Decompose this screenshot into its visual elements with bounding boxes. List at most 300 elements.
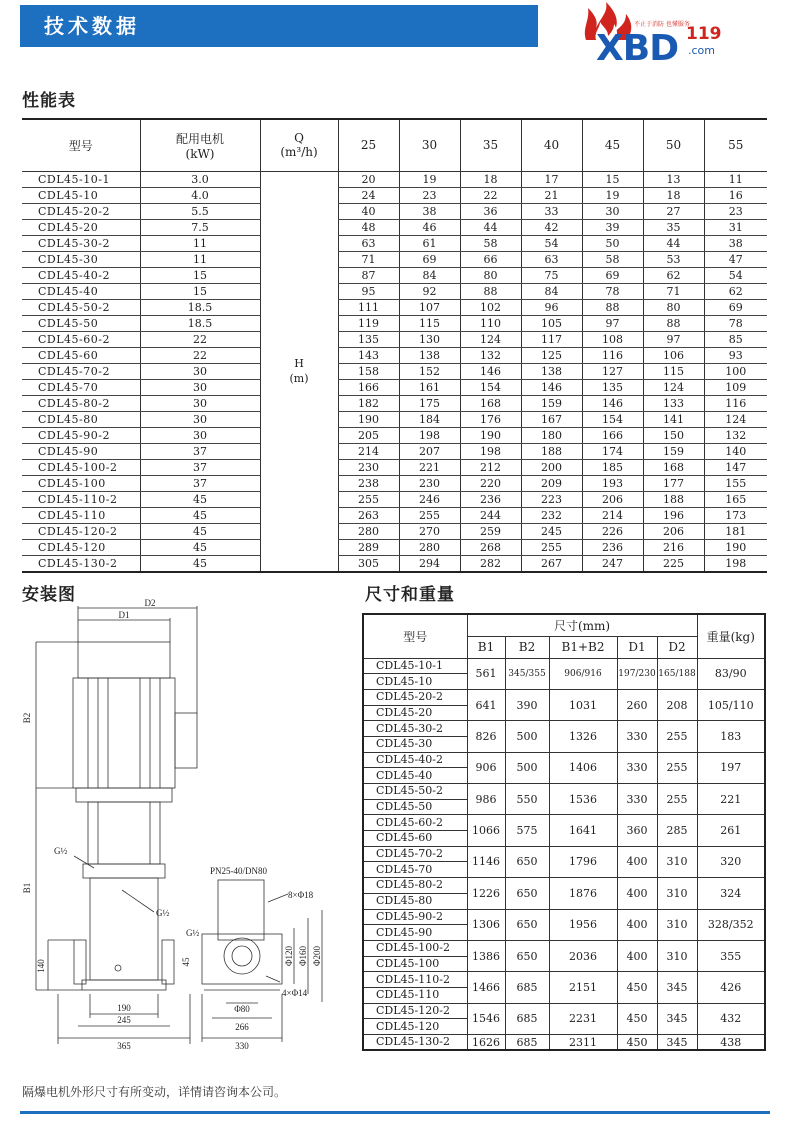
motor-cell: 37 [140, 459, 260, 475]
head-value-cell: 124 [704, 411, 767, 427]
table-row [22, 427, 767, 443]
head-value-cell: 238 [338, 475, 399, 491]
label-45: 45 [181, 957, 191, 967]
dim-b2-cell: 685 [505, 1035, 549, 1051]
head-value-cell: 176 [460, 411, 521, 427]
label-flange: PN25-40/DN80 [210, 866, 268, 876]
motor-cell: 18.5 [140, 299, 260, 315]
model-cell: CDL45-60 [363, 831, 467, 847]
head-value-cell: 305 [338, 555, 399, 572]
table-row [363, 878, 765, 894]
model-cell: CDL45-80 [363, 893, 467, 909]
weight-cell: 328/352 [697, 909, 765, 940]
head-value-cell: 188 [521, 443, 582, 459]
head-value-cell: 18 [460, 171, 521, 187]
head-value-cell: 200 [521, 459, 582, 475]
motor-cell: 15 [140, 267, 260, 283]
head-value-cell: 221 [399, 459, 460, 475]
head-value-cell: 146 [460, 363, 521, 379]
dim-d2-cell: 310 [657, 878, 697, 909]
head-value-cell: 180 [521, 427, 582, 443]
motor-cell: 30 [140, 379, 260, 395]
dim-b2-cell: 390 [505, 689, 549, 720]
model-cell: CDL45-60-2 [363, 815, 467, 831]
table-row [363, 752, 765, 768]
motor-cell: 4.0 [140, 187, 260, 203]
head-value-cell: 39 [582, 219, 643, 235]
head-value-cell: 185 [582, 459, 643, 475]
dim-b2-cell: 575 [505, 815, 549, 846]
dim-d2-cell: 345 [657, 1003, 697, 1034]
col-flow: 30 [399, 119, 460, 171]
model-cell: CDL45-40-2 [22, 267, 140, 283]
head-value-cell: 30 [582, 203, 643, 219]
head-value-cell: 198 [399, 427, 460, 443]
head-value-cell: 40 [338, 203, 399, 219]
dim-b2-cell: 650 [505, 878, 549, 909]
label-phi120: Φ120 [284, 945, 294, 967]
weight-cell: 105/110 [697, 689, 765, 720]
dim-d2-cell: 345 [657, 1035, 697, 1051]
table-row [363, 972, 765, 988]
head-value-cell: 138 [521, 363, 582, 379]
dim-d1-cell: 400 [617, 878, 657, 909]
dim-d2-cell: 345 [657, 972, 697, 1003]
head-value-cell: 177 [643, 475, 704, 491]
head-value-cell: 259 [460, 523, 521, 539]
dim-sum-cell: 2231 [549, 1003, 617, 1034]
dim-b1-cell: 561 [467, 658, 505, 689]
table-row [363, 784, 765, 800]
dim-d1-cell: 360 [617, 815, 657, 846]
performance-header-row [22, 119, 767, 171]
dim-b2-cell: 345/355 [505, 658, 549, 689]
head-value-cell: 198 [704, 555, 767, 572]
dim-b2-cell: 550 [505, 784, 549, 815]
head-value-cell: 80 [460, 267, 521, 283]
dim-sum-cell: 1536 [549, 784, 617, 815]
motor-cell: 11 [140, 235, 260, 251]
head-value-cell: 188 [643, 491, 704, 507]
head-value-cell: 124 [460, 331, 521, 347]
model-cell: CDL45-60-2 [22, 331, 140, 347]
head-value-cell: 84 [399, 267, 460, 283]
model-cell: CDL45-110 [22, 507, 140, 523]
head-value-cell: 75 [521, 267, 582, 283]
head-value-cell: 17 [521, 171, 582, 187]
head-value-cell: 230 [399, 475, 460, 491]
weight-cell: 197 [697, 752, 765, 783]
col-flow: 35 [460, 119, 521, 171]
dim-col-sum: B1+B2 [549, 636, 617, 658]
head-value-cell: 69 [704, 299, 767, 315]
table-row [22, 315, 767, 331]
table-row [22, 507, 767, 523]
table-row [22, 363, 767, 379]
motor-cell: 45 [140, 555, 260, 572]
head-value-cell: 133 [643, 395, 704, 411]
head-value-cell: 69 [399, 251, 460, 267]
head-value-cell: 140 [704, 443, 767, 459]
head-value-cell: 116 [704, 395, 767, 411]
col-flow: 25 [338, 119, 399, 171]
table-row [363, 689, 765, 705]
motor-cell: 30 [140, 363, 260, 379]
head-value-cell: 165 [704, 491, 767, 507]
head-value-cell: 78 [704, 315, 767, 331]
dim-sum-cell: 2311 [549, 1035, 617, 1051]
dim-sum-cell: 1326 [549, 721, 617, 752]
model-cell: CDL45-10-1 [22, 171, 140, 187]
dim-b1-cell: 1226 [467, 878, 505, 909]
head-value-cell: 282 [460, 555, 521, 572]
head-value-cell: 87 [338, 267, 399, 283]
head-value-cell: 209 [521, 475, 582, 491]
head-value-cell: 44 [643, 235, 704, 251]
table-row [363, 815, 765, 831]
table-row [22, 171, 767, 187]
table-row [363, 846, 765, 862]
head-value-cell: 168 [643, 459, 704, 475]
head-value-cell: 31 [704, 219, 767, 235]
head-value-cell: 84 [521, 283, 582, 299]
label-g-right: G½ [186, 928, 200, 938]
dim-sum-cell: 1031 [549, 689, 617, 720]
pump-column [90, 878, 158, 980]
label-d2: D2 [144, 598, 156, 608]
dim-sum-cell: 1956 [549, 909, 617, 940]
table-row [363, 1035, 765, 1051]
head-value-cell: 205 [338, 427, 399, 443]
table-row [22, 203, 767, 219]
model-cell: CDL45-50 [22, 315, 140, 331]
head-value-cell: 190 [338, 411, 399, 427]
dim-b2-cell: 685 [505, 972, 549, 1003]
head-value-cell: 115 [643, 363, 704, 379]
head-value-cell: 158 [338, 363, 399, 379]
label-190: 190 [117, 1003, 131, 1013]
dim-d2-cell: 310 [657, 940, 697, 971]
model-cell: CDL45-110 [363, 987, 467, 1003]
head-value-cell: 54 [704, 267, 767, 283]
model-cell: CDL45-120 [363, 1019, 467, 1035]
head-value-cell: 159 [643, 443, 704, 459]
dimension-table [362, 613, 766, 1051]
dim-sum-cell: 1406 [549, 752, 617, 783]
model-cell: CDL45-10 [363, 674, 467, 690]
head-value-cell: 97 [582, 315, 643, 331]
model-cell: CDL45-90 [363, 925, 467, 941]
dim-b2-cell: 500 [505, 752, 549, 783]
head-value-cell: 88 [460, 283, 521, 299]
dim-b2-cell: 650 [505, 909, 549, 940]
label-g-top: G½ [54, 846, 68, 856]
head-value-cell: 138 [399, 347, 460, 363]
side-flange [224, 938, 260, 974]
dim-col-model: 型号 [363, 614, 467, 658]
side-base [202, 934, 282, 984]
table-row [22, 219, 767, 235]
model-cell: CDL45-80-2 [22, 395, 140, 411]
label-d1: D1 [118, 610, 130, 620]
label-b2: B2 [22, 712, 32, 724]
head-value-cell: 190 [460, 427, 521, 443]
head-value-cell: 206 [643, 523, 704, 539]
model-cell: CDL45-100 [22, 475, 140, 491]
table-row [22, 555, 767, 572]
head-value-cell: 23 [399, 187, 460, 203]
model-cell: CDL45-110-2 [363, 972, 467, 988]
head-value-cell: 267 [521, 555, 582, 572]
head-value-cell: 109 [704, 379, 767, 395]
table-row [22, 267, 767, 283]
head-value-cell: 155 [704, 475, 767, 491]
model-cell: CDL45-50-2 [22, 299, 140, 315]
dim-sum-cell: 2151 [549, 972, 617, 1003]
coupling-frame [88, 802, 160, 864]
head-value-cell: 146 [521, 379, 582, 395]
table-row [22, 251, 767, 267]
head-value-cell: 20 [338, 171, 399, 187]
model-cell: CDL45-30 [363, 736, 467, 752]
head-value-cell: 207 [399, 443, 460, 459]
performance-title: 性能表 [22, 91, 76, 111]
head-value-cell: 47 [704, 251, 767, 267]
model-cell: CDL45-120 [22, 539, 140, 555]
weight-cell: 438 [697, 1035, 765, 1051]
model-cell: CDL45-130-2 [363, 1035, 467, 1051]
model-cell: CDL45-110-2 [22, 491, 140, 507]
side-pump-column [218, 880, 264, 940]
head-value-cell: 154 [460, 379, 521, 395]
head-value-cell: 206 [582, 491, 643, 507]
head-value-cell: 245 [521, 523, 582, 539]
table-row [363, 909, 765, 925]
head-value-cell: 255 [338, 491, 399, 507]
dim-col-d2: D2 [657, 636, 697, 658]
head-value-cell: 132 [460, 347, 521, 363]
head-value-cell: 216 [643, 539, 704, 555]
dim-d1-cell: 400 [617, 846, 657, 877]
head-value-cell: 184 [399, 411, 460, 427]
dim-d1-cell: 260 [617, 689, 657, 720]
table-row [22, 379, 767, 395]
head-value-cell: 124 [643, 379, 704, 395]
head-value-cell: 97 [643, 331, 704, 347]
col-q: Q (m³/h) [260, 119, 338, 171]
model-cell: CDL45-20 [22, 219, 140, 235]
head-value-cell: 166 [582, 427, 643, 443]
head-value-cell: 196 [643, 507, 704, 523]
head-value-cell: 50 [582, 235, 643, 251]
head-value-cell: 15 [582, 171, 643, 187]
head-value-cell: 48 [338, 219, 399, 235]
head-value-cell: 232 [521, 507, 582, 523]
dim-d2-cell: 310 [657, 909, 697, 940]
dim-d2-cell: 208 [657, 689, 697, 720]
weight-cell: 183 [697, 721, 765, 752]
head-value-cell: 166 [338, 379, 399, 395]
weight-cell: 261 [697, 815, 765, 846]
head-value-cell: 214 [338, 443, 399, 459]
model-cell: CDL45-20-2 [22, 203, 140, 219]
dim-d2-cell: 255 [657, 752, 697, 783]
head-value-cell: 69 [582, 267, 643, 283]
performance-body [22, 171, 767, 572]
col-flow: 55 [704, 119, 767, 171]
head-value-cell: 132 [704, 427, 767, 443]
head-value-cell: 236 [460, 491, 521, 507]
head-value-cell: 38 [704, 235, 767, 251]
head-value-cell: 226 [582, 523, 643, 539]
label-bolts4: 4×Φ14 [282, 988, 308, 998]
label-phi200: Φ200 [312, 945, 322, 967]
head-value-cell: 93 [704, 347, 767, 363]
head-value-cell: 289 [338, 539, 399, 555]
dimension-body [363, 658, 765, 1050]
label-b1: B1 [22, 882, 32, 894]
head-value-cell: 71 [643, 283, 704, 299]
head-value-cell: 214 [582, 507, 643, 523]
head-value-cell: 107 [399, 299, 460, 315]
head-value-cell: 54 [521, 235, 582, 251]
model-cell: CDL45-70-2 [363, 846, 467, 862]
head-value-cell: 181 [704, 523, 767, 539]
table-row [22, 331, 767, 347]
model-cell: CDL45-40 [22, 283, 140, 299]
head-value-cell: 62 [643, 267, 704, 283]
dim-d1-cell: 450 [617, 1003, 657, 1034]
table-row [22, 459, 767, 475]
head-value-cell: 190 [704, 539, 767, 555]
head-value-cell: 108 [582, 331, 643, 347]
weight-cell: 221 [697, 784, 765, 815]
head-value-cell: 280 [399, 539, 460, 555]
label-365: 365 [117, 1041, 131, 1051]
head-value-cell: 159 [521, 395, 582, 411]
model-cell: CDL45-80-2 [363, 878, 467, 894]
dim-b2-cell: 650 [505, 940, 549, 971]
dim-d2-cell: 255 [657, 721, 697, 752]
performance-table [22, 118, 767, 573]
head-value-cell: 78 [582, 283, 643, 299]
table-row [22, 523, 767, 539]
dim-b1-cell: 906 [467, 752, 505, 783]
head-value-cell: 58 [582, 251, 643, 267]
head-value-cell: 16 [704, 187, 767, 203]
dim-sum-cell: 1876 [549, 878, 617, 909]
table-row [22, 395, 767, 411]
model-cell: CDL45-90-2 [363, 909, 467, 925]
head-value-cell: 255 [399, 507, 460, 523]
table-row [22, 283, 767, 299]
col-model: 型号 [68, 138, 93, 153]
head-value-cell: 62 [704, 283, 767, 299]
head-value-cell: 247 [582, 555, 643, 572]
head-value-cell: 61 [399, 235, 460, 251]
dim-col-d1: D1 [617, 636, 657, 658]
head-value-cell: 147 [704, 459, 767, 475]
head-value-cell: 106 [643, 347, 704, 363]
dim-sum-cell: 906/916 [549, 658, 617, 689]
logo-domain: .com [688, 44, 715, 57]
table-row [363, 1003, 765, 1019]
model-cell: CDL45-100 [363, 956, 467, 972]
table-row [363, 658, 765, 674]
head-value-cell: 19 [582, 187, 643, 203]
head-value-cell: 117 [521, 331, 582, 347]
motor-cell: 45 [140, 539, 260, 555]
model-cell: CDL45-80 [22, 411, 140, 427]
head-value-cell: 85 [704, 331, 767, 347]
head-value-cell: 236 [582, 539, 643, 555]
head-value-cell: 135 [582, 379, 643, 395]
page-title: 技术数据 [44, 14, 140, 38]
head-value-cell: 88 [643, 315, 704, 331]
dim-b1-cell: 986 [467, 784, 505, 815]
head-value-cell: 80 [643, 299, 704, 315]
logo-brand: XBD [596, 28, 679, 69]
head-value-cell: 42 [521, 219, 582, 235]
head-value-cell: 66 [460, 251, 521, 267]
motor-cell: 37 [140, 475, 260, 491]
model-cell: CDL45-50 [363, 799, 467, 815]
logo-slogan: 不止于消防 也懂服务 [634, 21, 690, 28]
head-value-cell: 270 [399, 523, 460, 539]
head-value-cell: 130 [399, 331, 460, 347]
head-value-cell: 102 [460, 299, 521, 315]
head-value-cell: 141 [643, 411, 704, 427]
motor-cell: 7.5 [140, 219, 260, 235]
motor-cell: 30 [140, 395, 260, 411]
head-value-cell: 294 [399, 555, 460, 572]
dim-d1-cell: 450 [617, 1035, 657, 1051]
model-cell: CDL45-30 [22, 251, 140, 267]
motor-cell: 15 [140, 283, 260, 299]
label-140: 140 [36, 959, 46, 973]
head-value-cell: 173 [704, 507, 767, 523]
head-value-cell: 143 [338, 347, 399, 363]
installation-drawing [18, 598, 348, 1068]
head-value-cell: 111 [338, 299, 399, 315]
model-cell: CDL45-90-2 [22, 427, 140, 443]
head-value-cell: 280 [338, 523, 399, 539]
model-cell: CDL45-90 [22, 443, 140, 459]
weight-cell: 324 [697, 878, 765, 909]
label-g-mid: G½ [156, 908, 170, 918]
dim-b1-cell: 1146 [467, 846, 505, 877]
model-cell: CDL45-10 [22, 187, 140, 203]
label-bolts8: 8×Φ18 [288, 890, 314, 900]
dim-sum-cell: 1641 [549, 815, 617, 846]
model-cell: CDL45-20-2 [363, 689, 467, 705]
label-phi160: Φ160 [298, 945, 308, 967]
dim-d1-cell: 197/230 [617, 658, 657, 689]
head-value-cell: 225 [643, 555, 704, 572]
head-value-cell: 19 [399, 171, 460, 187]
dim-d1-cell: 330 [617, 721, 657, 752]
head-value-cell: 175 [399, 395, 460, 411]
terminal-box [175, 713, 197, 768]
motor-top [78, 642, 170, 678]
model-cell: CDL45-130-2 [22, 555, 140, 572]
head-value-cell: 95 [338, 283, 399, 299]
dim-col-weight: 重量(kg) [697, 614, 765, 658]
dim-b1-cell: 1066 [467, 815, 505, 846]
head-value-cell: 88 [582, 299, 643, 315]
motor-cell: 5.5 [140, 203, 260, 219]
model-cell: CDL45-20 [363, 705, 467, 721]
